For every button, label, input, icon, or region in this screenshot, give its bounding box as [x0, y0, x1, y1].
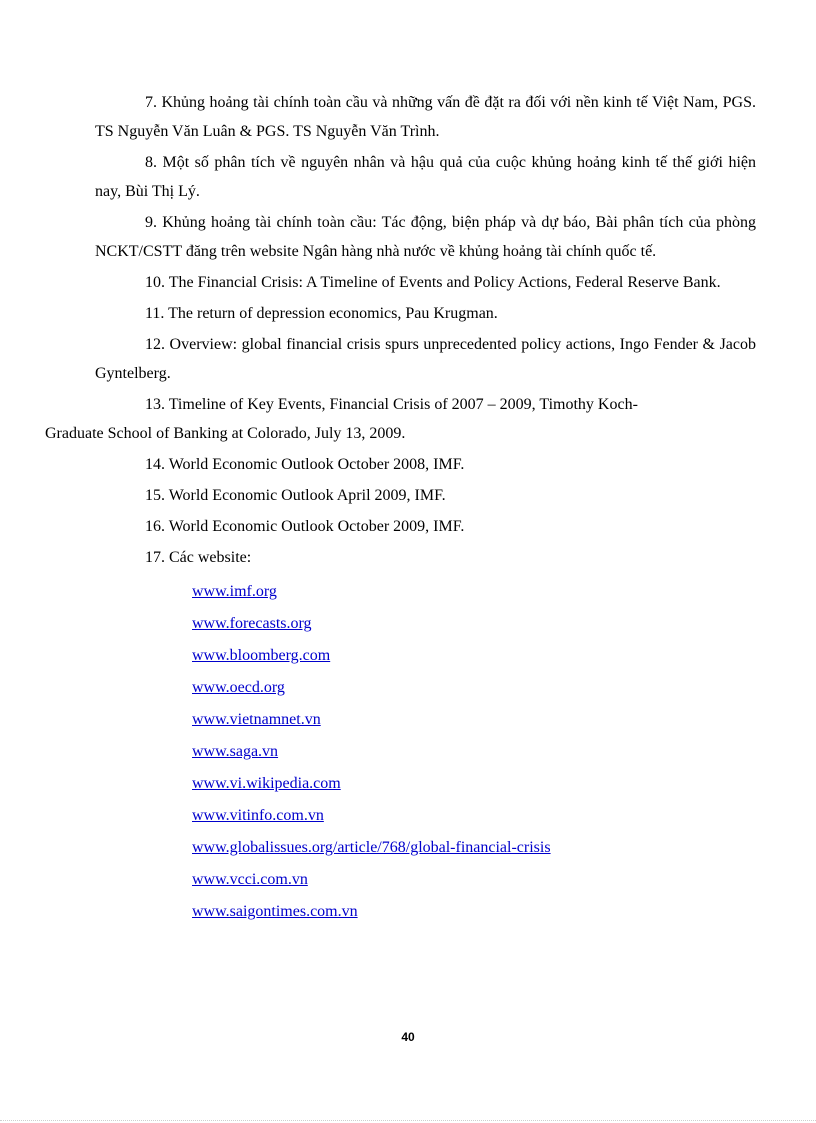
website-list-item: [192, 704, 756, 736]
website-list-item: [192, 864, 756, 896]
reference-item-line1: 13. Timeline of Key Events, Financial Crisis of 2007 – 2009, Timothy Koch-: [145, 396, 638, 413]
website-link[interactable]: www.vitinfo.com.vn: [192, 807, 324, 824]
website-link[interactable]: www.vcci.com.vn: [192, 871, 308, 888]
website-list-item: [192, 576, 756, 608]
reference-item: 11. The return of depression economics, Pau Krugman.: [145, 305, 498, 322]
website-link[interactable]: www.globalissues.org/article/768/global-financial-crisis: [192, 839, 551, 856]
website-list-item: [192, 672, 756, 704]
website-list-item: [192, 896, 756, 928]
reference-item: 8. Một số phân tích về nguyên nhân và hậu quả của cuộc khủng hoảng kinh tế thế giới hiện nay, Bùi Thị Lý.: [95, 154, 756, 200]
page-edge-divider: [0, 1120, 816, 1121]
website-list-item: [192, 832, 756, 864]
reference-list: [45, 88, 756, 928]
website-link[interactable]: www.oecd.org: [192, 679, 285, 696]
reference-item: 16. World Economic Outlook October 2009, IMF.: [145, 518, 465, 535]
website-list-item: [192, 608, 756, 640]
website-list-item: [192, 640, 756, 672]
website-list-item: [192, 768, 756, 800]
website-link[interactable]: www.saga.vn: [192, 743, 279, 760]
page-number: 40: [401, 1030, 415, 1044]
reference-item-line2: Graduate School of Banking at Colorado, July 13, 2009.: [45, 425, 406, 442]
reference-item: 14. World Economic Outlook October 2008, IMF.: [145, 456, 465, 473]
website-link[interactable]: www.forecasts.org: [192, 615, 312, 632]
website-link[interactable]: www.bloomberg.com: [192, 647, 331, 664]
website-link[interactable]: www.vietnamnet.vn: [192, 711, 321, 728]
reference-item: 17. Các website:: [145, 549, 252, 566]
reference-item: 12. Overview: global financial crisis spurs unprecedented policy actions, Ingo Fender & Jacob Gyntelberg.: [95, 336, 756, 382]
reference-item: 7. Khủng hoảng tài chính toàn cầu và những vấn đề đặt ra đối với nền kinh tế Việt Nam, PGS. TS Nguyễn Văn Luân & PGS. TS Nguyễn Văn Trình.: [95, 94, 756, 140]
website-list: [95, 576, 756, 928]
website-link[interactable]: www.imf.org: [192, 583, 277, 600]
website-link[interactable]: www.saigontimes.com.vn: [192, 903, 358, 920]
website-list-item: [192, 800, 756, 832]
reference-item: 15. World Economic Outlook April 2009, IMF.: [145, 487, 446, 504]
website-list-item: [192, 736, 756, 768]
reference-item: 10. The Financial Crisis: A Timeline of Events and Policy Actions, Federal Reserve Bank.: [145, 274, 721, 291]
website-link[interactable]: www.vi.wikipedia.com: [192, 775, 341, 792]
reference-item: [45, 390, 756, 448]
reference-item: 9. Khủng hoảng tài chính toàn cầu: Tác động, biện pháp và dự báo, Bài phân tích của phòng NCKT/CSTT đăng trên website Ngân hàng nhà nước về khủng hoảng tài chính quốc tế.: [95, 214, 756, 260]
